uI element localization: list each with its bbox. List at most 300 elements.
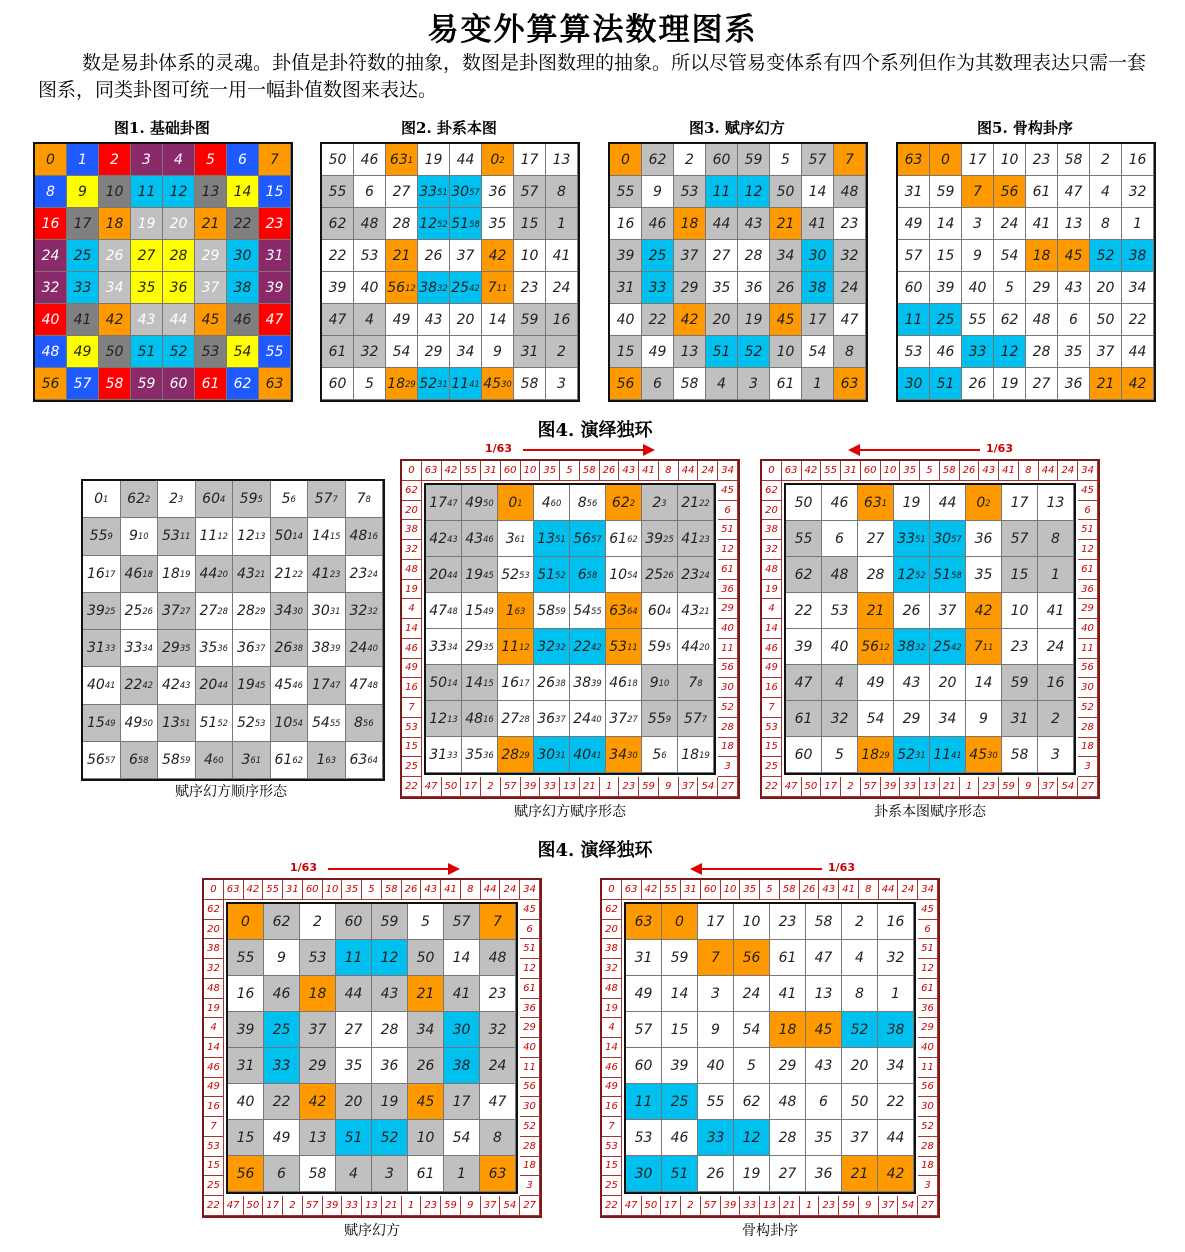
cell-value: 5 <box>421 913 430 930</box>
cell-value: 2 <box>685 151 694 168</box>
cell-subscript: 61 <box>250 754 262 765</box>
ring-bottom-cell: 59 <box>639 777 659 797</box>
cell-subscript: 26 <box>142 605 153 616</box>
cell-value: 61 <box>794 710 813 727</box>
cell-value: 38 <box>886 1021 905 1038</box>
cell-value: 48 <box>360 215 379 232</box>
grid-cell <box>1122 208 1154 240</box>
cell-value: 42 <box>429 530 448 547</box>
grid-cell <box>158 593 196 630</box>
grid-cell <box>770 240 802 272</box>
cell-value: 35 <box>974 566 993 583</box>
grid-cell <box>514 144 546 176</box>
grid-cell <box>121 593 159 630</box>
ring-right-cell: 18 <box>1078 738 1098 758</box>
grid-cell <box>1038 557 1074 593</box>
ring-bottom-cell: 2 <box>841 777 861 797</box>
grid-cell <box>930 336 962 368</box>
cell-value: 51 <box>936 375 955 392</box>
fig5-grid <box>896 142 1156 402</box>
cell-value: 36 <box>380 1057 399 1074</box>
ring-top-cell: 35 <box>540 461 560 481</box>
grid-cell <box>158 518 196 555</box>
ring-top-cell: 0 <box>602 880 622 900</box>
ring-left-cell: 48 <box>402 560 422 580</box>
ring-top-cell: 24 <box>1058 461 1078 481</box>
grid-cell <box>426 557 462 593</box>
cell-value: 13 <box>308 1129 327 1146</box>
grid-cell <box>894 737 930 773</box>
grid-cell <box>1122 336 1154 368</box>
cell-value: 56 <box>41 375 60 392</box>
cell-subscript: 61 <box>514 533 526 544</box>
cell-value: 16 <box>552 311 571 328</box>
cell-value: 10 <box>742 913 761 930</box>
ring-right-cell: 12 <box>918 959 938 979</box>
cell-value: 48 <box>840 183 859 200</box>
grid-cell <box>1002 485 1038 521</box>
ring-top-cell: 34 <box>1078 461 1098 481</box>
grid-cell <box>642 240 674 272</box>
ring-assign <box>400 459 740 799</box>
cell-value: 58 <box>162 751 180 768</box>
cell-value: 35 <box>465 746 484 763</box>
cell-value: 54 <box>808 343 827 360</box>
cell-value: 61 <box>609 530 628 547</box>
cell-subscript: 33 <box>104 643 116 654</box>
grid-cell <box>834 240 866 272</box>
cell-subscript: 18 <box>627 677 638 688</box>
cell-value: 52 <box>501 566 520 583</box>
cell-value: 11 <box>344 949 363 966</box>
cell-value: 37 <box>1096 343 1115 360</box>
grid-cell <box>462 665 498 701</box>
grid-cell <box>894 593 930 629</box>
ring-top-cell: 42 <box>244 880 264 900</box>
cell-value: 63 <box>634 913 653 930</box>
cell-value: 22 <box>328 247 347 264</box>
grid-cell <box>546 144 578 176</box>
cell-subscript: 41 <box>469 378 480 389</box>
cell-value: 62 <box>328 215 347 232</box>
ring-top-cell: 44 <box>481 880 501 900</box>
grid-cell <box>426 737 462 773</box>
grid-cell <box>610 240 642 272</box>
cell-value: 40 <box>968 279 987 296</box>
cell-value: 14 <box>233 183 252 200</box>
cell-value: 2 <box>313 913 322 930</box>
cell-value: 47 <box>429 602 448 619</box>
cell-value: 38 <box>419 279 438 296</box>
fig2-caption: 图2. 卦系本图 <box>401 119 497 137</box>
grid-cell <box>480 976 516 1012</box>
grid-cell <box>878 1012 914 1048</box>
grid-cell <box>444 1156 480 1192</box>
ring-bottom-cell: 23 <box>979 777 999 797</box>
grid-cell <box>534 521 570 557</box>
cell-value: 7 <box>711 949 720 966</box>
ring-bottom-cell: 54 <box>698 777 718 797</box>
cell-subscript: 42 <box>469 282 480 293</box>
grid-cell <box>698 1156 734 1192</box>
grid-cell <box>642 304 674 336</box>
cell-value: 0 <box>941 151 950 168</box>
cell-value: 50 <box>105 343 124 360</box>
ring-left-cell: 7 <box>602 1117 622 1137</box>
cell-subscript: 6 <box>290 494 296 505</box>
cell-value: 52 <box>850 1021 869 1038</box>
cell-value: 10 <box>520 247 539 264</box>
cell-subscript: 41 <box>951 749 962 760</box>
cell-value: 57 <box>904 247 923 264</box>
cell-value: 10 <box>609 566 628 583</box>
cell-value: 24 <box>552 279 571 296</box>
cell-value: 5 <box>206 151 215 168</box>
grid-cell <box>196 667 234 704</box>
grid-cell <box>570 521 606 557</box>
ring-right-cell: 61 <box>718 560 738 580</box>
cell-subscript: 24 <box>367 568 378 579</box>
grid-cell <box>642 737 678 773</box>
grid-cell <box>227 208 259 240</box>
grid-cell <box>966 665 1002 701</box>
grid-cell <box>1002 701 1038 737</box>
ring-right-cell: 61 <box>1078 560 1098 580</box>
grid-cell <box>346 742 384 779</box>
grid-cell <box>674 304 706 336</box>
cell-value: 23 <box>265 215 284 232</box>
cell-subscript: 57 <box>591 533 602 544</box>
ring-left-cell: 48 <box>762 560 782 580</box>
grid-cell <box>514 368 546 400</box>
grid-cell <box>233 593 271 630</box>
grid-cell <box>163 304 195 336</box>
ring-right-cell: 56 <box>520 1078 540 1098</box>
grid-cell <box>1038 665 1074 701</box>
cell-value: 53 <box>634 1129 653 1146</box>
grid-cell <box>308 667 346 704</box>
grid-cell <box>121 742 159 779</box>
ring-left-cell: 32 <box>204 959 224 979</box>
cell-value: 31 <box>1010 710 1029 727</box>
cell-value: 0 <box>94 491 104 508</box>
cell-value: 16 <box>616 215 635 232</box>
cell-value: 43 <box>681 602 700 619</box>
grid-cell <box>894 521 930 557</box>
cell-subscript: 12 <box>519 641 530 652</box>
cell-value: 51 <box>199 714 218 731</box>
grid-cell <box>308 630 346 667</box>
cell-value: 48 <box>488 949 507 966</box>
grid-cell <box>336 1120 372 1156</box>
grid-cell <box>99 208 131 240</box>
grid-cell <box>308 518 346 555</box>
ring-top-cell: 63 <box>622 880 642 900</box>
cell-subscript: 35 <box>483 641 494 652</box>
cell-value: 15 <box>465 602 484 619</box>
cell-value: 2 <box>652 494 662 511</box>
grid-cell <box>642 557 678 593</box>
grid-cell <box>570 557 606 593</box>
ring-top-cell: 26 <box>960 461 980 481</box>
grid-cell <box>121 667 159 704</box>
grid-cell <box>444 1048 480 1084</box>
ring-left-cell: 20 <box>602 920 622 940</box>
cell-value: 59 <box>380 913 399 930</box>
cell-value: 29 <box>424 343 443 360</box>
ring-left-cell: 7 <box>402 698 422 718</box>
cell-value: 41 <box>808 215 827 232</box>
cell-value: 49 <box>272 1129 291 1146</box>
cell-value: 49 <box>465 494 484 511</box>
grid-cell <box>121 556 159 593</box>
cell-subscript: 30 <box>987 749 998 760</box>
grid-cell <box>786 593 822 629</box>
grid-cell <box>408 1120 444 1156</box>
cell-value: 0 <box>621 151 630 168</box>
cell-value: 57 <box>683 710 702 727</box>
cell-value: 0 <box>241 913 250 930</box>
cell-value: 45 <box>416 1093 435 1110</box>
ring-top-cell: 8 <box>859 880 879 900</box>
cell-value: 31 <box>236 1057 255 1074</box>
cell-value: 27 <box>1032 375 1051 392</box>
grid-cell <box>480 940 516 976</box>
cell-value: 6 <box>277 1165 286 1182</box>
grid-cell <box>546 208 578 240</box>
cell-value: 44 <box>886 1129 905 1146</box>
cell-value: 16 <box>1128 151 1147 168</box>
grid-cell <box>121 518 159 555</box>
cell-subscript: 52 <box>217 717 228 728</box>
grid-cell <box>822 557 858 593</box>
grid-cell <box>642 665 678 701</box>
cell-subscript: 8 <box>697 677 703 688</box>
ring-left-cell: 46 <box>762 639 782 659</box>
grid-cell <box>858 665 894 701</box>
cell-value: 38 <box>897 638 916 655</box>
cell-value: 3 <box>505 530 515 547</box>
cell-value: 36 <box>169 279 188 296</box>
grid-cell <box>642 336 674 368</box>
ring-top-cell: 5 <box>760 880 780 900</box>
cell-value: 8 <box>353 714 363 731</box>
grid-cell <box>834 272 866 304</box>
cell-value: 36 <box>814 1165 833 1182</box>
cell-value: 31 <box>634 949 653 966</box>
arrow-label: 1/63 <box>485 442 512 455</box>
grid-cell <box>163 144 195 176</box>
grid-cell <box>482 272 514 304</box>
grid-cell <box>83 667 121 704</box>
grid-cell <box>228 1084 264 1120</box>
cell-value: 57 <box>808 151 827 168</box>
grid-cell <box>131 336 163 368</box>
grid-cell <box>822 593 858 629</box>
cell-value: 31 <box>904 183 923 200</box>
cell-value: 51 <box>344 1129 363 1146</box>
cell-value: 50 <box>274 528 293 545</box>
ring-bottom-cell: 57 <box>701 1196 721 1216</box>
arrow-label: 1/63 <box>290 861 317 874</box>
ring-bottom-cell: 22 <box>204 1196 224 1216</box>
ring-left-cell: 14 <box>602 1038 622 1058</box>
cell-value: 35 <box>344 1057 363 1074</box>
ring-right-cell: 11 <box>1078 639 1098 659</box>
grid-cell <box>662 904 698 940</box>
grid-cell <box>233 667 271 704</box>
cell-value: 14 <box>936 215 955 232</box>
grid-cell <box>259 240 291 272</box>
grid-cell <box>642 368 674 400</box>
ring-top-cell: 31 <box>841 461 861 481</box>
cell-subscript: 55 <box>329 717 341 728</box>
bone-label: 骨构卦序 <box>742 1223 798 1239</box>
cell-value: 17 <box>520 151 539 168</box>
cell-value: 35 <box>199 640 218 657</box>
cell-value: 52 <box>1096 247 1115 264</box>
cell-value: 63 <box>389 151 408 168</box>
ring-right-cell: 28 <box>520 1137 540 1157</box>
cell-value: 11 <box>933 746 952 763</box>
cell-value: 22 <box>794 602 813 619</box>
grid-cell <box>610 144 642 176</box>
ring-top-cell: 10 <box>881 461 901 481</box>
grid-cell <box>498 521 534 557</box>
ring-bottom-cell: 59 <box>839 1196 859 1216</box>
grid-cell <box>770 976 806 1012</box>
grid-cell <box>372 1156 408 1192</box>
grid-cell <box>259 368 291 400</box>
grid-cell <box>842 1048 878 1084</box>
cell-value: 58 <box>105 375 124 392</box>
ring-bottom-cell: 21 <box>382 1196 402 1216</box>
ring-bottom-cell: 17 <box>661 1196 681 1216</box>
cell-value: 39 <box>936 279 955 296</box>
ring-left-cell: 49 <box>402 659 422 679</box>
cell-value: 8 <box>46 183 55 200</box>
cell-value: 5 <box>1005 279 1014 296</box>
cell-value: 9 <box>653 183 662 200</box>
grid-cell <box>1090 272 1122 304</box>
grid-cell <box>83 742 121 779</box>
ring-left-cell: 14 <box>762 619 782 639</box>
grid-cell <box>99 176 131 208</box>
cell-value: 52 <box>380 1129 399 1146</box>
ring-bottom-cell: 22 <box>602 1196 622 1216</box>
grid-cell <box>346 630 384 667</box>
ring-left-cell: 4 <box>402 599 422 619</box>
cell-value: 55 <box>794 530 813 547</box>
cell-value: 21 <box>776 215 795 232</box>
ring-top-cell: 41 <box>839 880 859 900</box>
cell-value: 32 <box>360 343 379 360</box>
cell-value: 22 <box>272 1093 291 1110</box>
ring-top-cell: 44 <box>679 461 699 481</box>
cell-value: 44 <box>344 985 363 1002</box>
grid-cell <box>770 1048 806 1084</box>
cell-subscript: 2 <box>499 154 505 165</box>
cell-subscript: 32 <box>915 641 926 652</box>
cell-value: 33 <box>124 640 143 657</box>
grid-cell <box>770 904 806 940</box>
cell-value: 11 <box>904 311 923 328</box>
grid-cell <box>227 176 259 208</box>
cell-value: 17 <box>452 1093 471 1110</box>
cell-value: 34 <box>938 710 957 727</box>
grid-cell <box>233 556 271 593</box>
grid-cell <box>233 630 271 667</box>
cell-value: 32 <box>1128 183 1147 200</box>
cell-subscript: 29 <box>405 378 416 389</box>
ring-left-cell: 62 <box>762 481 782 501</box>
grid-cell <box>1002 557 1038 593</box>
cell-value: 32 <box>349 602 368 619</box>
ring-right-cell: 51 <box>1078 520 1098 540</box>
cell-value: 49 <box>904 215 923 232</box>
ring-top-cell: 44 <box>879 880 899 900</box>
grid-cell <box>354 272 386 304</box>
grid-cell <box>67 304 99 336</box>
inner-grid <box>624 902 916 1194</box>
grid-cell <box>930 176 962 208</box>
cell-subscript: 41 <box>591 749 602 760</box>
arrow-head-icon <box>643 444 655 456</box>
cell-value: 55 <box>265 343 284 360</box>
grid-cell <box>1122 144 1154 176</box>
grid-cell <box>322 304 354 336</box>
cell-value: 2 <box>557 343 566 360</box>
cell-value: 62 <box>127 491 145 508</box>
grid-cell <box>99 144 131 176</box>
grid-cell <box>898 176 930 208</box>
ring-bottom-cell: 47 <box>782 777 802 797</box>
cell-subscript: 57 <box>469 186 480 197</box>
grid-cell <box>227 272 259 304</box>
grid-cell <box>802 176 834 208</box>
grid-cell <box>966 521 1002 557</box>
cell-value: 36 <box>974 530 993 547</box>
cell-value: 23 <box>349 565 368 582</box>
cell-value: 18 <box>162 565 180 582</box>
cell-value: 17 <box>312 677 330 694</box>
cell-value: 3 <box>711 985 720 1002</box>
ring-right-cell: 29 <box>918 1018 938 1038</box>
grid-cell <box>418 208 450 240</box>
ring-right-cell: 36 <box>1078 580 1098 600</box>
cell-value: 32 <box>830 710 849 727</box>
cell-value: 16 <box>501 674 520 691</box>
grid-cell <box>1038 485 1074 521</box>
ring-left-cell: 49 <box>204 1078 224 1098</box>
cell-value: 60 <box>634 1057 653 1074</box>
grid-cell <box>259 144 291 176</box>
ring-bottom-cell: 54 <box>500 1196 520 1216</box>
grid-cell <box>662 1084 698 1120</box>
cell-value: 32 <box>41 279 60 296</box>
cell-value: 47 <box>814 949 833 966</box>
ring-left-cell: 7 <box>204 1117 224 1137</box>
grid-cell <box>408 1156 444 1192</box>
grid-cell <box>336 904 372 940</box>
grid-cell <box>734 1048 770 1084</box>
grid-cell <box>738 304 770 336</box>
grid-cell <box>300 1120 336 1156</box>
grid-cell <box>534 485 570 521</box>
grid-cell <box>336 1048 372 1084</box>
ring-top-cell: 58 <box>382 880 402 900</box>
ring-top-cell: 5 <box>920 461 940 481</box>
